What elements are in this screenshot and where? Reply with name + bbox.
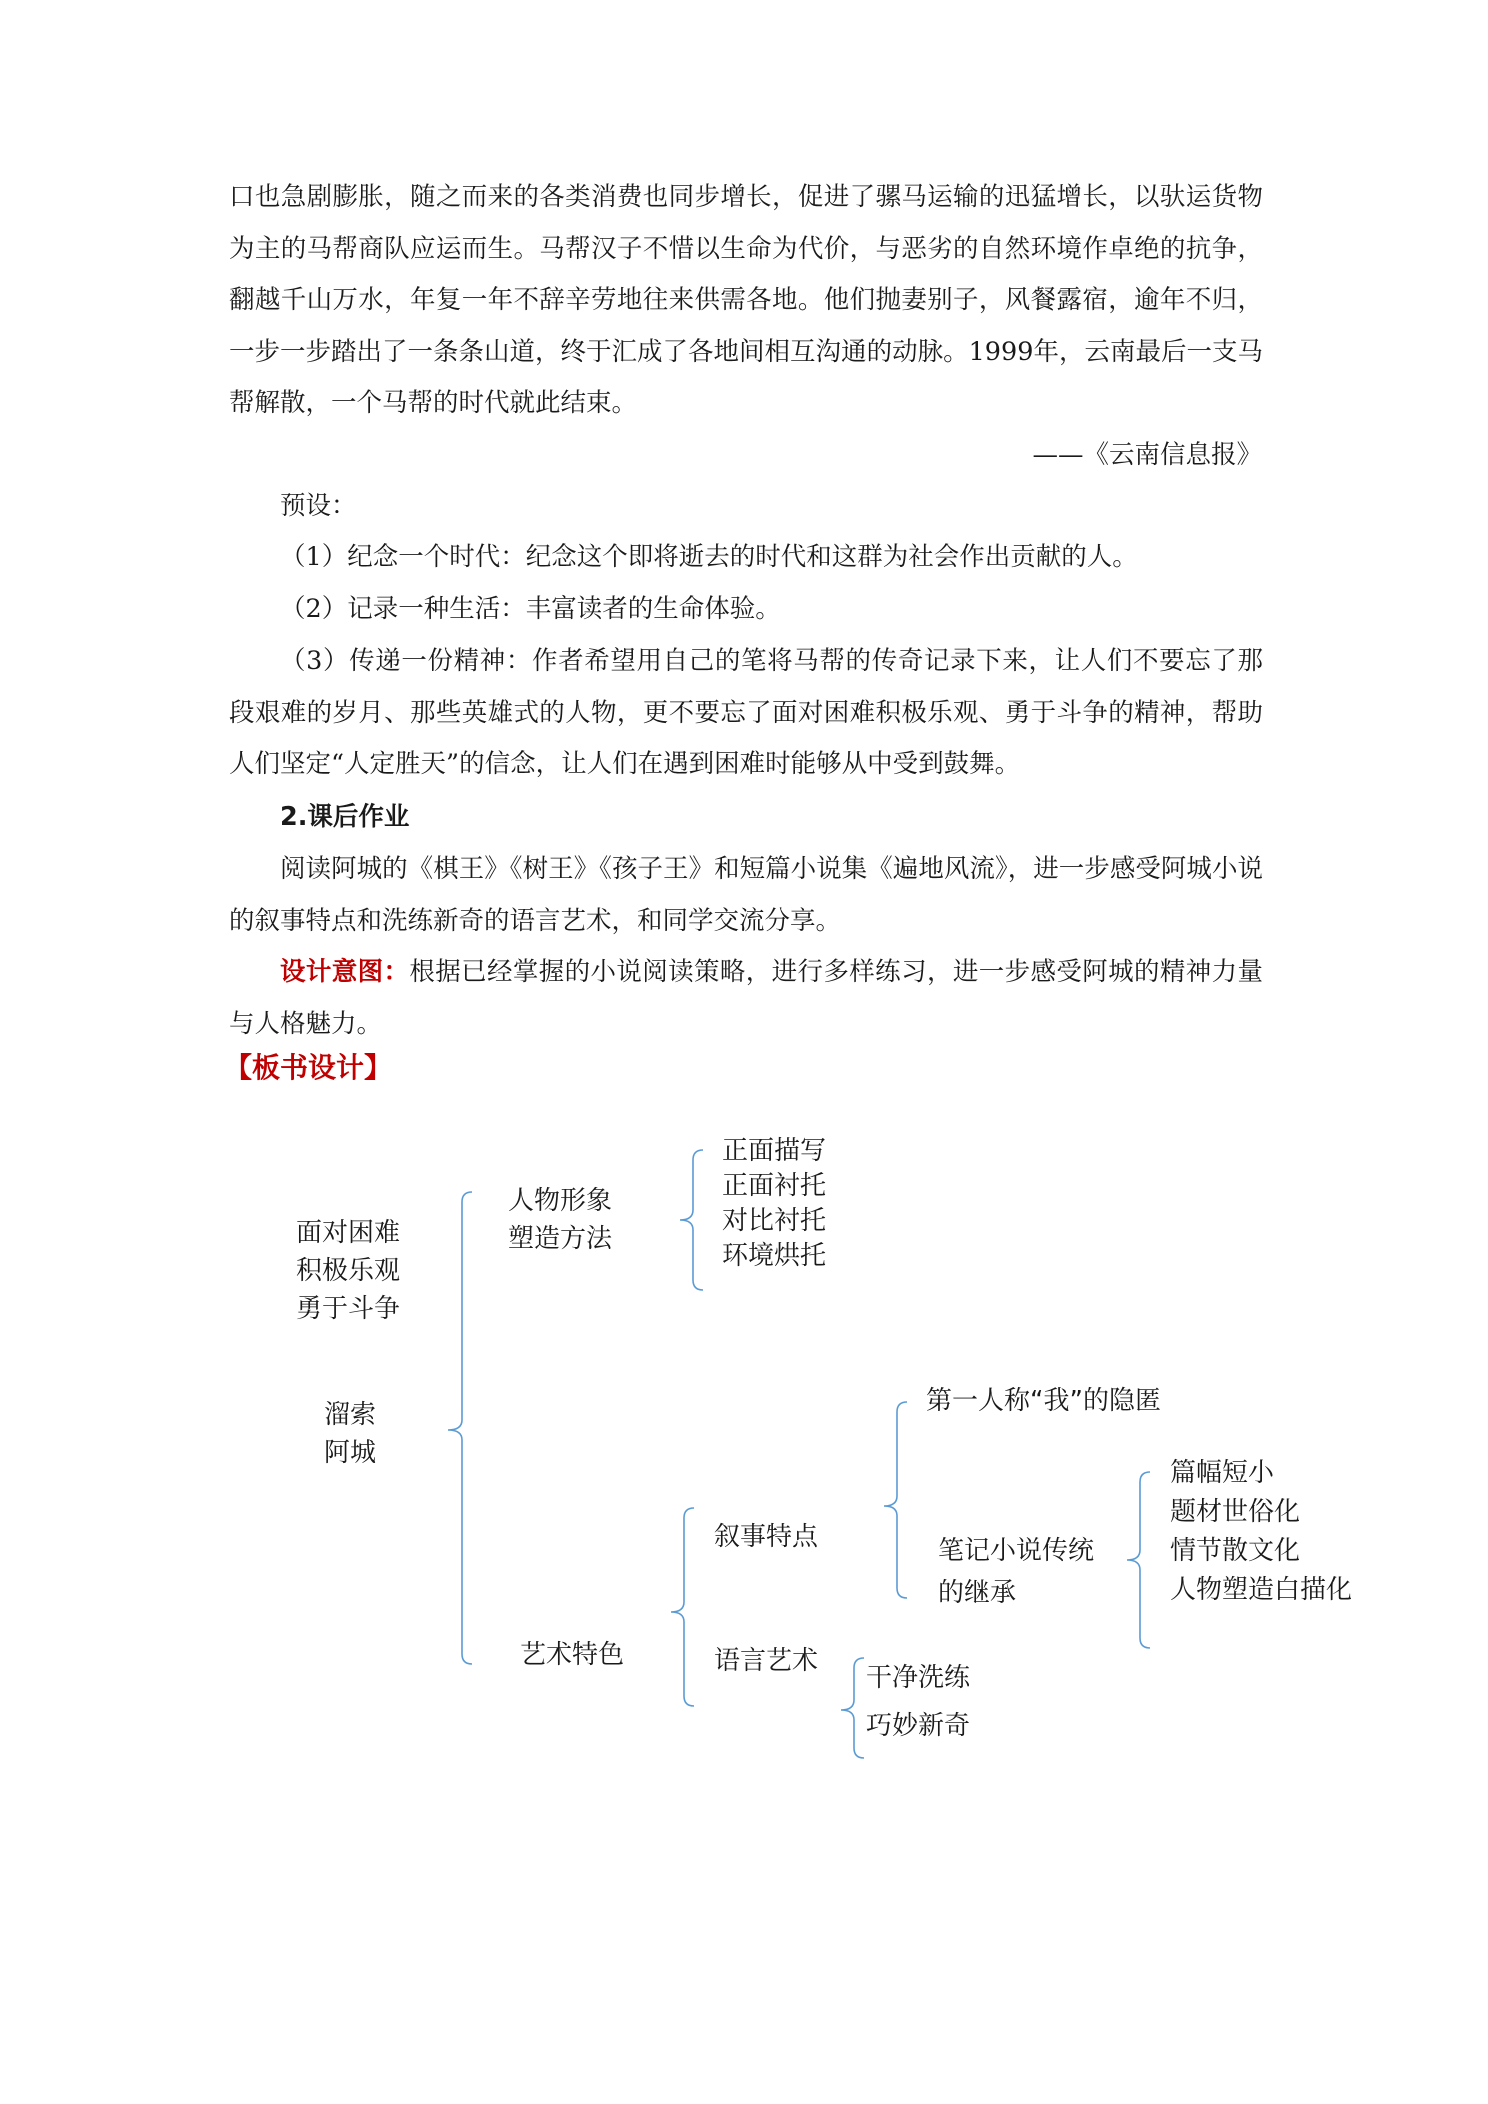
board-design-heading: 【板书设计】 [224,1051,393,1084]
node-language-features [866,1654,970,1750]
node-spirit [296,1214,400,1328]
node-notes-features [1170,1454,1352,1610]
branch1-line-1: 人物形象 [508,1186,613,1216]
paragraph-mabang-history: 口也急剧膨胀，随之而来的各类消费也同步增长，促进了骡马运输的迅猛增长，以驮运货物为主的马帮商队应运而生。马帮汉子不惜以生命为代价，与恶劣的自然环境作卓绝的抗争，翻越千山万水，年复一年不辞辛劳地往来供需各地。他们抛妻别子，风餐露宿，逾年不归，一步一步踏出了一条条山道，终于汇成了各地间相互沟通的动脉。1999年，云南最后一支马帮解散，一个马帮的时代就此结束。 [229,182,1263,418]
spirit-line-1: 面对困难 [296,1218,401,1248]
node-art-features: 艺术特色 [520,1640,625,1670]
preset-item-1: （1）纪念一个时代：纪念这个即将逝去的时代和这群为社会作出贡献的人。 [280,542,1138,572]
brace-notes [1127,1472,1150,1648]
language-feature-2: 巧妙新奇 [866,1711,971,1741]
design-intent-text: 根据已经掌握的小说阅读策略，进行多样练习，进一步感受阿城的精神力量与人格魅力。 [229,957,1263,1039]
method-2: 正面衬托 [722,1171,827,1201]
root-line-2: 阿城 [324,1438,377,1468]
board-diagram [0,1100,1488,1800]
brace-narrative [884,1402,907,1598]
notes-feature-2: 题材世俗化 [1170,1497,1301,1527]
branch1-line-2: 塑造方法 [508,1224,613,1254]
notes-feature-1: 篇幅短小 [1170,1458,1275,1488]
brace-methods [680,1150,703,1290]
source-citation: ——《云南信息报》 [1032,440,1262,470]
node-root [324,1396,376,1472]
method-1: 正面描写 [722,1136,827,1166]
node-notes-tradition [938,1530,1094,1614]
method-3: 对比衬托 [722,1206,827,1236]
node-character-methods [508,1182,612,1258]
preset-item-2: （2）记录一种生活：丰富读者的生命体验。 [280,594,781,624]
node-language: 语言艺术 [714,1646,819,1676]
preset-item-3: （3）传递一份精神：作者希望用自己的笔将马帮的传奇记录下来，让人们不要忘了那段艰难的岁月、那些英雄式的人物，更不要忘了面对困难积极乐观、勇于斗争的精神，帮助人们坚定“人定胜天”的信念，让人们在遇到困难时能够从中受到鼓舞。 [229,646,1263,779]
spirit-line-2: 积极乐观 [296,1256,401,1286]
brace-art [671,1508,694,1706]
notes-tradition-line-2: 的继承 [938,1578,1017,1608]
node-first-person: 第一人称“我”的隐匿 [926,1386,1161,1416]
design-intent [229,947,1263,1050]
homework-text: 阅读阿城的《棋王》《树王》《孩子王》和短篇小说集《遍地风流》，进一步感受阿城小说的叙事特点和洗练新奇的语言艺术，和同学交流分享。 [229,854,1263,936]
language-feature-1: 干净洗练 [866,1663,971,1693]
homework-title: 2.课后作业 [280,802,410,832]
spirit-line-3: 勇于斗争 [296,1294,401,1324]
notes-feature-3: 情节散文化 [1170,1536,1301,1566]
preset-label: 预设： [280,491,357,521]
node-methods-list [722,1134,826,1274]
brace-language [841,1658,864,1758]
brace-root [448,1192,472,1664]
root-line-1: 溜索 [324,1400,377,1430]
notes-tradition-line-1: 笔记小说传统 [938,1536,1095,1566]
node-narrative: 叙事特点 [714,1522,819,1552]
design-intent-label: 设计意图： [280,957,410,987]
notes-feature-4: 人物塑造白描化 [1170,1575,1353,1605]
method-4: 环境烘托 [722,1241,827,1271]
